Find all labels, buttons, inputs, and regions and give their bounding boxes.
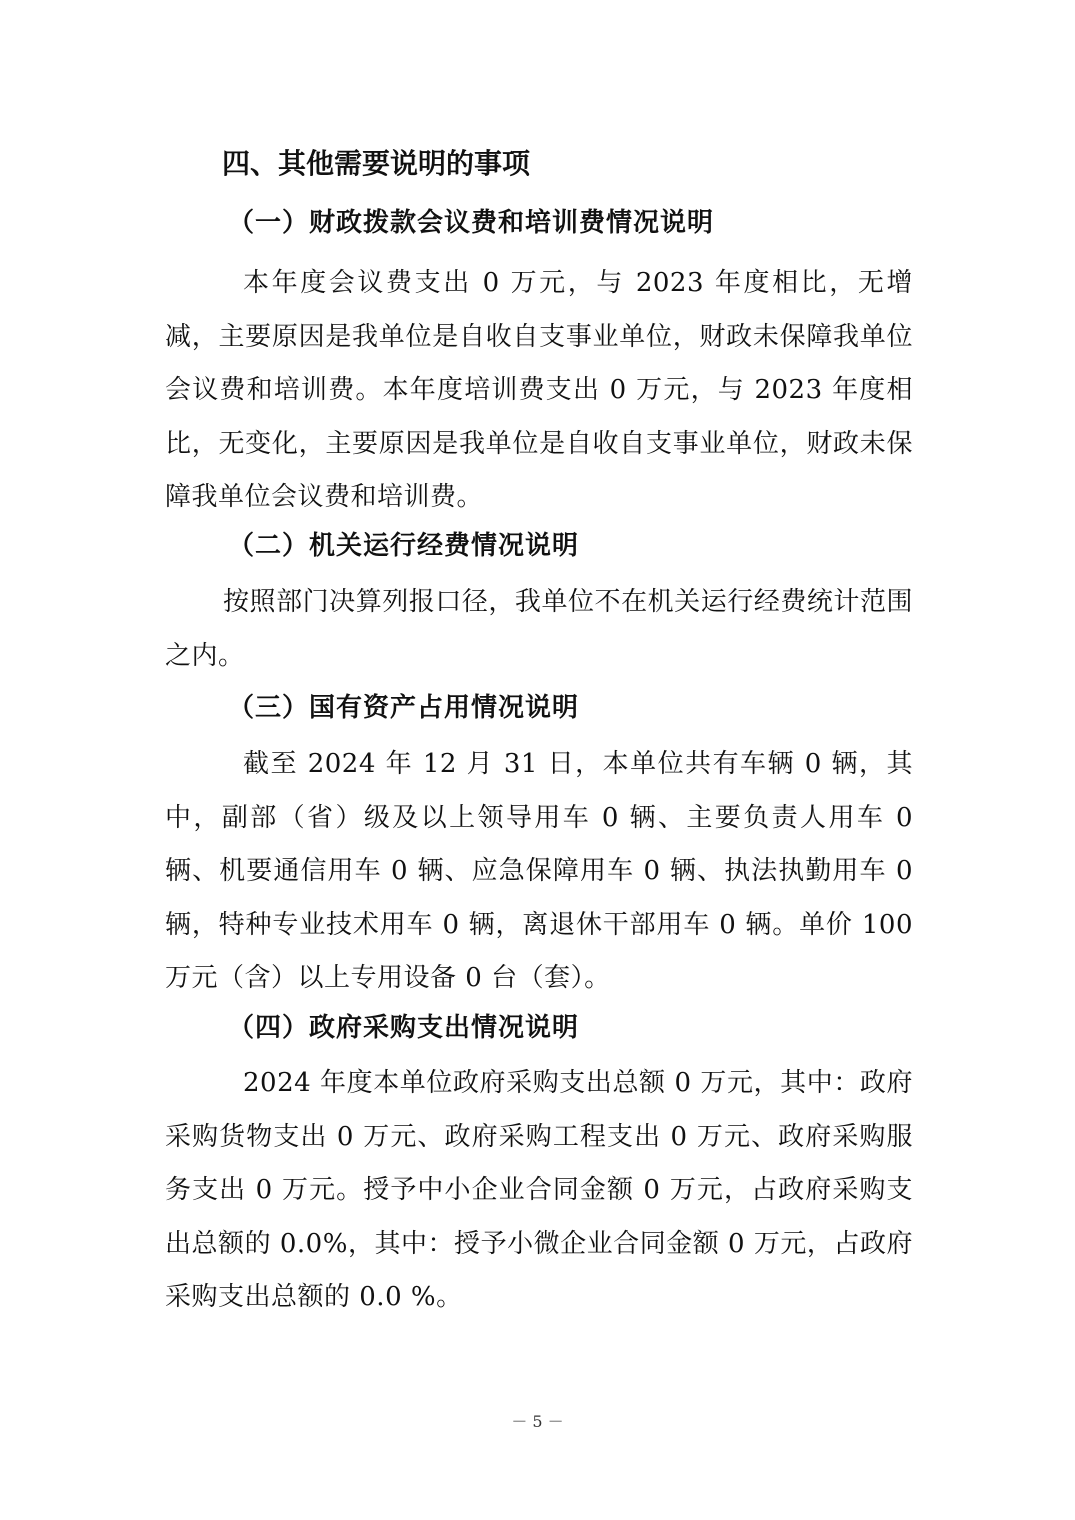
- subsection-heading-4: （四）政府采购支出情况说明: [228, 1013, 580, 1043]
- subsection-paragraph-4: 2024 年度本单位政府采购支出总额 0 万元，其中：政府采购货物支出 0 万元、政府采购工程支出 0 万元、政府采购服务支出 0 万元。授予中小企业合同金额 0 万元，占政府采购支出总额的 0.0%，其中：授予小微企业合同金额 0 万元，占政府采购支出总额的 0.0 %。: [165, 1068, 913, 1312]
- subsection-heading-1: （一）财政拨款会议费和培训费情况说明: [228, 208, 715, 238]
- subsection-heading-3: （三）国有资产占用情况说明: [228, 693, 580, 723]
- subsection-heading-2: （二）机关运行经费情况说明: [228, 531, 580, 561]
- page-number: － 5 －: [511, 1412, 564, 1431]
- section-main-heading: 四、其他需要说明的事项: [222, 147, 531, 180]
- subsection-paragraph-3: 截至 2024 年 12 月 31 日，本单位共有车辆 0 辆，其中，副部（省）级及以上领导用车 0 辆、主要负责人用车 0 辆、机要通信用车 0 辆、应急保障用车 0 辆、执法执勤用车 0 辆，特种专业技术用车 0 辆，离退休干部用车 0 辆。单价 100 万元（含）以上专用设备 0 台（套）。: [165, 749, 913, 993]
- subsection-paragraph-1: 本年度会议费支出 0 万元，与 2023 年度相比，无增减，主要原因是我单位是自收自支事业单位，财政未保障我单位会议费和培训费。本年度培训费支出 0 万元，与 2023 年度相比，无变化，主要原因是我单位是自收自支事业单位，财政未保障我单位会议费和培训费。: [165, 268, 913, 512]
- subsection-paragraph-2: 按照部门决算列报口径，我单位不在机关运行经费统计范围之内。: [165, 587, 913, 671]
